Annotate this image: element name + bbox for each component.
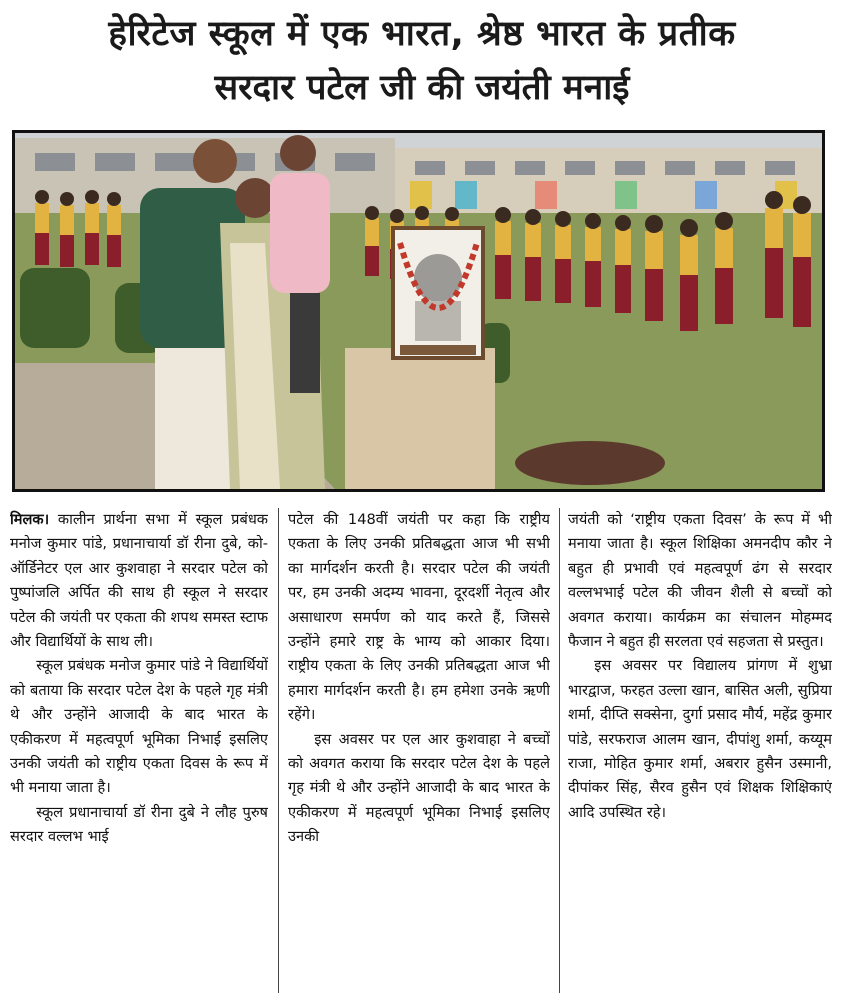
portrait-body (415, 301, 461, 341)
news-photo (12, 130, 825, 492)
column-divider (559, 508, 560, 993)
article-column-3 (568, 508, 832, 993)
article-body (10, 508, 836, 993)
event-photo-illustration (15, 133, 822, 489)
article-paragraph: जयंती को ‘राष्ट्रीय एकता दिवस’ के रूप में भी मनाया जाता है। स्कूल शिक्षिका अमनदीप कौर ने बहुत ही प्रभावी एवं महत्वपूर्ण ढंग से सरदार वल्लभभाई पटेल की जीवन शैली से बच्चों को अवगत कराया। कार्यक्रम का संचालन मोहम्मद फैजान ने बहुत ही सरलता एवं सहजता से प्रस्तुत। (568, 511, 832, 651)
article-column-1 (10, 508, 268, 993)
hedge (20, 268, 90, 348)
article-paragraph: इस अवसर पर विद्यालय प्रांगण में शुभ्रा भारद्वाज, फरहत उल्ला खान, बासित अली, सुप्रिया शर्मा, दीप्ति सक्सेना, दुर्गा प्रसाद मौर्य, महेंद्र कुमार पांडे, सरफराज आलम खान, दीपांशु शर्मा, कय्यूम राजा, मोहित कुमार शर्मा, अबरार हुसैन उस्मानी, दीपांकर सिंह, सैरव हुसैन एवं शिक्षक शिक्षिकाएं आदि उपस्थित रहे। (568, 657, 832, 821)
headline-line-1: हेरिटेज स्कूल में एक भारत, श्रेष्ठ भारत के प्रतीक (108, 14, 736, 54)
dateline: मिलक। (10, 511, 50, 528)
portrait-caption-plate (400, 345, 476, 355)
headline (0, 10, 844, 112)
headline-line-2: सरदार पटेल जी की जयंती मनाई (214, 68, 630, 108)
column-divider (278, 508, 279, 993)
flower-bed (515, 441, 665, 485)
draped-table (345, 348, 495, 489)
article-column-2 (288, 508, 550, 993)
article-paragraph: इस अवसर पर एल आर कुशवाहा ने बच्चों को अवगत कराया कि सरदार पटेल देश के पहले गृह मंत्री थे और उन्होंने आजादी के बाद भारत के एकीकरण में महत्वपूर्ण भूमिका निभाई इसलिए उनकी (288, 730, 550, 846)
article-paragraph: पटेल की 148वीं जयंती पर कहा कि राष्ट्रीय एकता के लिए उनकी प्रतिबद्धता आज भी सभी का मार्गदर्शन करती है। सरदार पटेल की जयंती पर, हम उनकी अदम्य भावना, दूरदर्शी नेतृत्व और असाधारण समर्पण को याद करते हैं, जिससे उन्होंने हमारे राष्ट्र के भाग्य को आकार दिया। राष्ट्रीय एकता के लिए उनकी प्रतिबद्धता आज भी हमारा मार्गदर्शन करती है। हम हमेशा उनके ऋणी रहेंगे। (288, 511, 550, 724)
article-paragraph (10, 508, 268, 654)
article-paragraph: स्कूल प्रधानाचार्या डॉ रीना दुबे ने लौह पुरुष सरदार वल्लभ भाई (10, 803, 268, 846)
article-paragraph: स्कूल प्रबंधक मनोज कुमार पांडे ने विद्यार्थियों को बताया कि सरदार पटेल देश के पहले गृह मंत्री थे और उन्होंने आजादी के बाद भारत के एकीकरण में महत्वपूर्ण भूमिका निभाई इसलिए उनकी जयंती को राष्ट्रीय एकता दिवस के रूप में भी मनाया जाता है। (10, 657, 268, 797)
paragraph-text: कालीन प्रार्थना सभा में स्कूल प्रबंधक मनोज कुमार पांडे, प्रधानाचार्या डॉ रीना दुबे, को-ऑर्डिनेटर एल आर कुशवाहा ने सरदार पटेल को पुष्पांजलि अर्पित की साथ ही स्कूल ने सरदार पटेल की जयंती पर एकता की शपथ समस्त स्टाफ और विद्यार्थियों के साथ ली। (10, 511, 268, 651)
